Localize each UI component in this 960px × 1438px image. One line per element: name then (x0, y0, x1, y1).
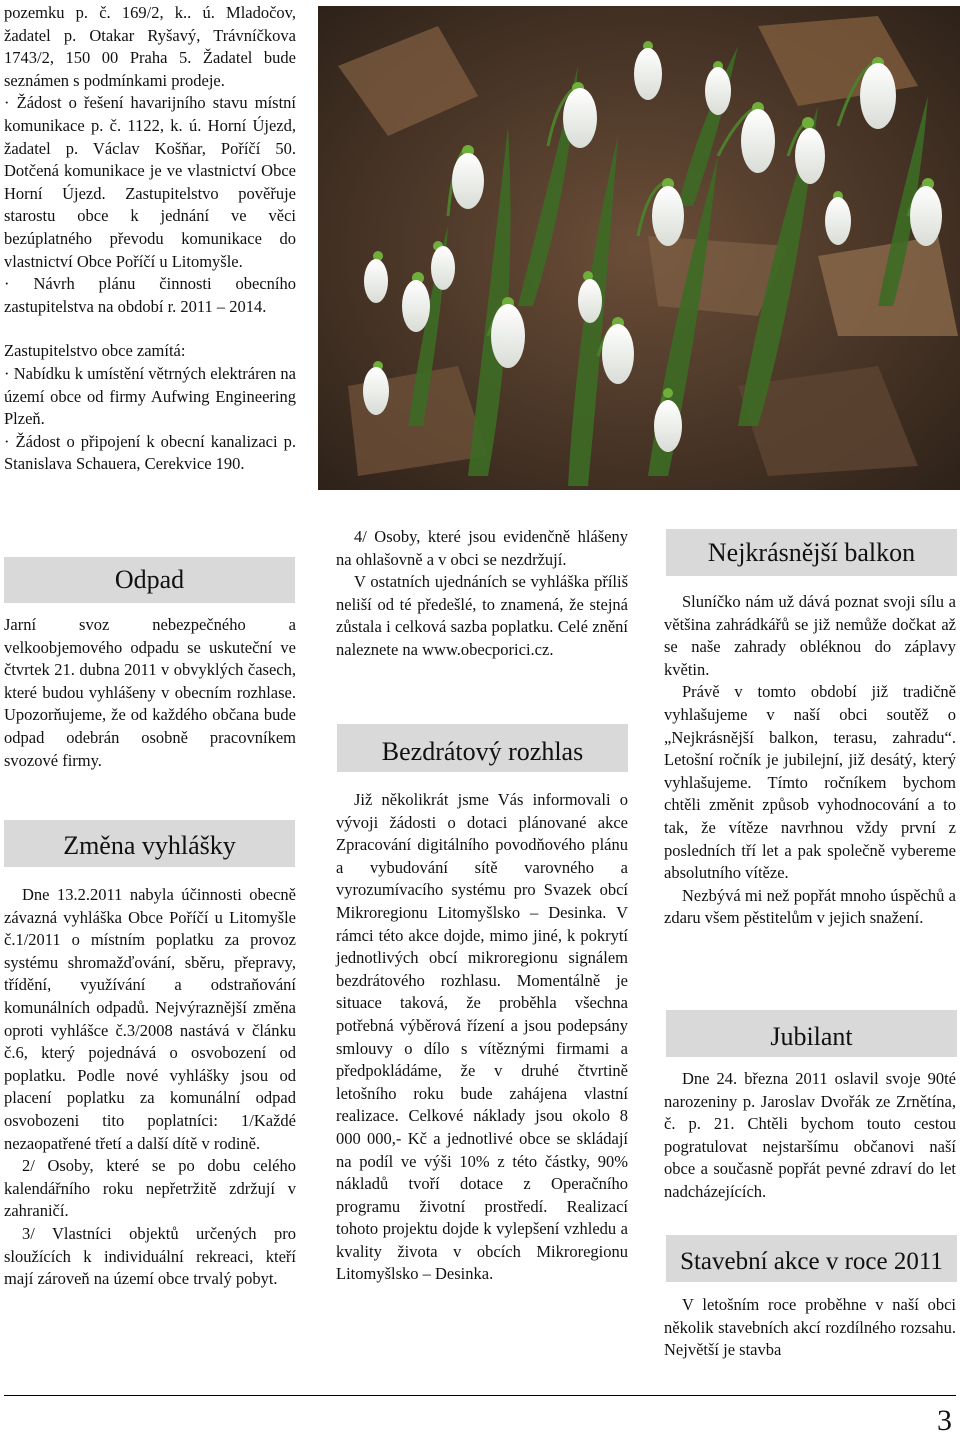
section-title-vyhlaska: Změna vyhlášky (4, 820, 295, 867)
middle-column (336, 526, 628, 662)
vyhlaska-continued-4: 4/ Osoby, které jsou evidenčně hlášeny na ohlašovně a v obci se nezdržují. (336, 527, 628, 569)
jubilant-text (664, 1068, 956, 1204)
rozhlas-paragraph: Již několikrát jsme Vás informovali o vývoji žádosti o dotaci plánované akce Zpracování digitálního povodňového plánu a vybudování sítě varovného a vyrozumívacího systému pro Svazek obcí Mikroregionu Litomyšlsko – Desinka. V rámci této akce dojde, mimo jiné, k pokrytí jednotlivých obcí mikroregionu signálem bezdrátového rozhlasu. Momentálně je situace taková, že proběhla všechna potřebná výběrová řízení a jsou podepsány smlouvy o dílo s vítěznými firmami a předpokládáme, že v druhé čtvrtině letošního roku bude zahájena vlastní realizace. Celkové náklady jsou okolo 8 000 000,- Kč a jednotlivé obce se skládají na podíl ve výši 10% z této částky, 90% nákladů tvoří dotace z Operačního programu životní prostředí. Realizací tohoto projektu dojde k vylepšení vzhledu a kvality života v obcích Mikroregionu Litomyšlsko – Desinka. (336, 790, 628, 1284)
page-number: 3 (937, 1404, 952, 1437)
rozhlas-text (336, 789, 628, 1286)
paragraph-plan: · Návrh plánu činnosti obecního zastupitelstva na období r. 2011 – 2014. (4, 274, 296, 316)
vyhlaska-paragraph-1: Dne 13.2.2011 nabyla účinnosti obecně závazná vyhláška Obce Poříčí u Litomyšle č.1/2011 o místním poplatku za provoz systému shromažďování, sběru, přepravy, třídění, využívání a odstraňování komunálních odpadů. Nejvýraznější změna oproti vyhlášce č.3/2008 nastává v článku č.6, který pojednává o osvobození od poplatku. Podle nové vyhlášky jsou od placení poplatku za komunální odpad osvobozeni tito poplatníci: 1/Každé nezaopatřené třetí a další dítě v rodině. (4, 885, 296, 1153)
rejected-item-elektrarny: · Nabídku k umístění větrných elektráren na území obce od firmy Aufwing Engineering Plzeň. (4, 363, 296, 429)
balkon-text (664, 591, 956, 930)
balkon-paragraph-3: Nezbývá mi než popřát mnoho úspěchů a zdaru všem pěstitelům v jejich snažení. (664, 885, 956, 928)
odpad-paragraph: Jarní svoz nebezpečného a velkoobjemového odpadu se uskuteční ve čtvrtek 21. dubna 2011 v obvyklých časech, které budou vyhlášeny v obecním rozhlase. Upozorňujeme, že od každého občana bude odpad odebrán osobně pracovníkem svozové firmy. (4, 615, 296, 770)
odpad-text (4, 614, 296, 772)
snowdrops-photo (318, 6, 960, 490)
stavebni-text (664, 1294, 956, 1362)
footer-divider (4, 1395, 956, 1396)
section-title-balkon: Nejkrásnější balkon (666, 529, 957, 576)
section-title-odpad: Odpad (4, 557, 295, 603)
vyhlaska-paragraph-2: 2/ Osoby, které se po dobu celého kalendářního roku nepřetržitě zdržují v zahraničí. (4, 1156, 296, 1221)
section-title-rozhlas: Bezdrátový rozhlas (337, 724, 628, 772)
stavebni-paragraph: V letošním roce proběhne v naší obci několik stavebních akcí rozdílného rozsahu. Největší je stavba (664, 1295, 956, 1360)
balkon-paragraph-1: Sluníčko nám už dává poznat svoji sílu a většina zahrádkářů se již nemůže dočkat až se naše zahrady obléknou do záplavy květin. (664, 592, 956, 679)
left-column-top (4, 2, 296, 476)
section-title-stavebni: Stavební akce v roce 2011 (666, 1235, 957, 1282)
paragraph-prodej: pozemku p. č. 169/2, k.. ú. Mladočov, žadatel p. Otakar Ryšavý, Trávníčkova 1743/2, 150 00 Praha 5. Žadatel bude seznámen s podmínkami prodeje. (4, 3, 296, 90)
paragraph-komunikace: · Žádost o řešení havarijního stavu místní komunikace p. č. 1122, k. ú. Horní Újezd, žadatel p. Václav Košňar, Poříčí 50. Dotčená komunikace je ve vlastnictví Obce Horní Újezd. Zastupitelstvo pověřuje starostu obce k jednání ve věci bezúplatného převodu komunikace do vlastnictví Obce Poříčí u Litomyšle. (4, 93, 296, 271)
vyhlaska-text (4, 884, 296, 1291)
vyhlaska-paragraph-3: 3/ Vlastníci objektů určených pro sloužících k individuální rekreaci, kteří mají zároveň na území obce trvalý pobyt. (4, 1223, 296, 1289)
rejected-item-kanalizace: · Žádost o připojení k obecní kanalizaci p. Stanislava Schauera, Cerekvice 190. (4, 431, 296, 474)
balkon-paragraph-2: Právě v tomto období již tradičně vyhlašujeme v naší obci soutěž o „Nejkrásnější balkon, terasu, zahradu“. Letošní ročník je jubilejní, již desátý, který vyhlašujeme. Tímto ročníkem bychom chtěli změnit způsob vyhodnocování a to tak, že vítěze navrhnou vždy první z posledních tří let a pak společně vybereme absolutního vítěze. (664, 682, 956, 883)
section-title-jubilant: Jubilant (666, 1010, 957, 1057)
jubilant-paragraph: Dne 24. března 2011 oslavil svoje 90té narozeniny p. Jaroslav Dvořák ze Zrnětína, č. p. 21. Chtěli bychom touto cestou pogratulovat nejstaršímu občanovi naší obce a současně popřát pevné zdraví do let nadcházejících. (664, 1069, 956, 1201)
rejected-heading: Zastupitelstvo obce zamítá: (4, 341, 186, 361)
vyhlaska-continued-summary: V ostatních ujednáních se vyhláška příliš neliší od té předešlé, to znamená, že stejná zůstala i celková sazba poplatku. Celé znění naleznete na www.obecporici.cz. (336, 572, 628, 659)
